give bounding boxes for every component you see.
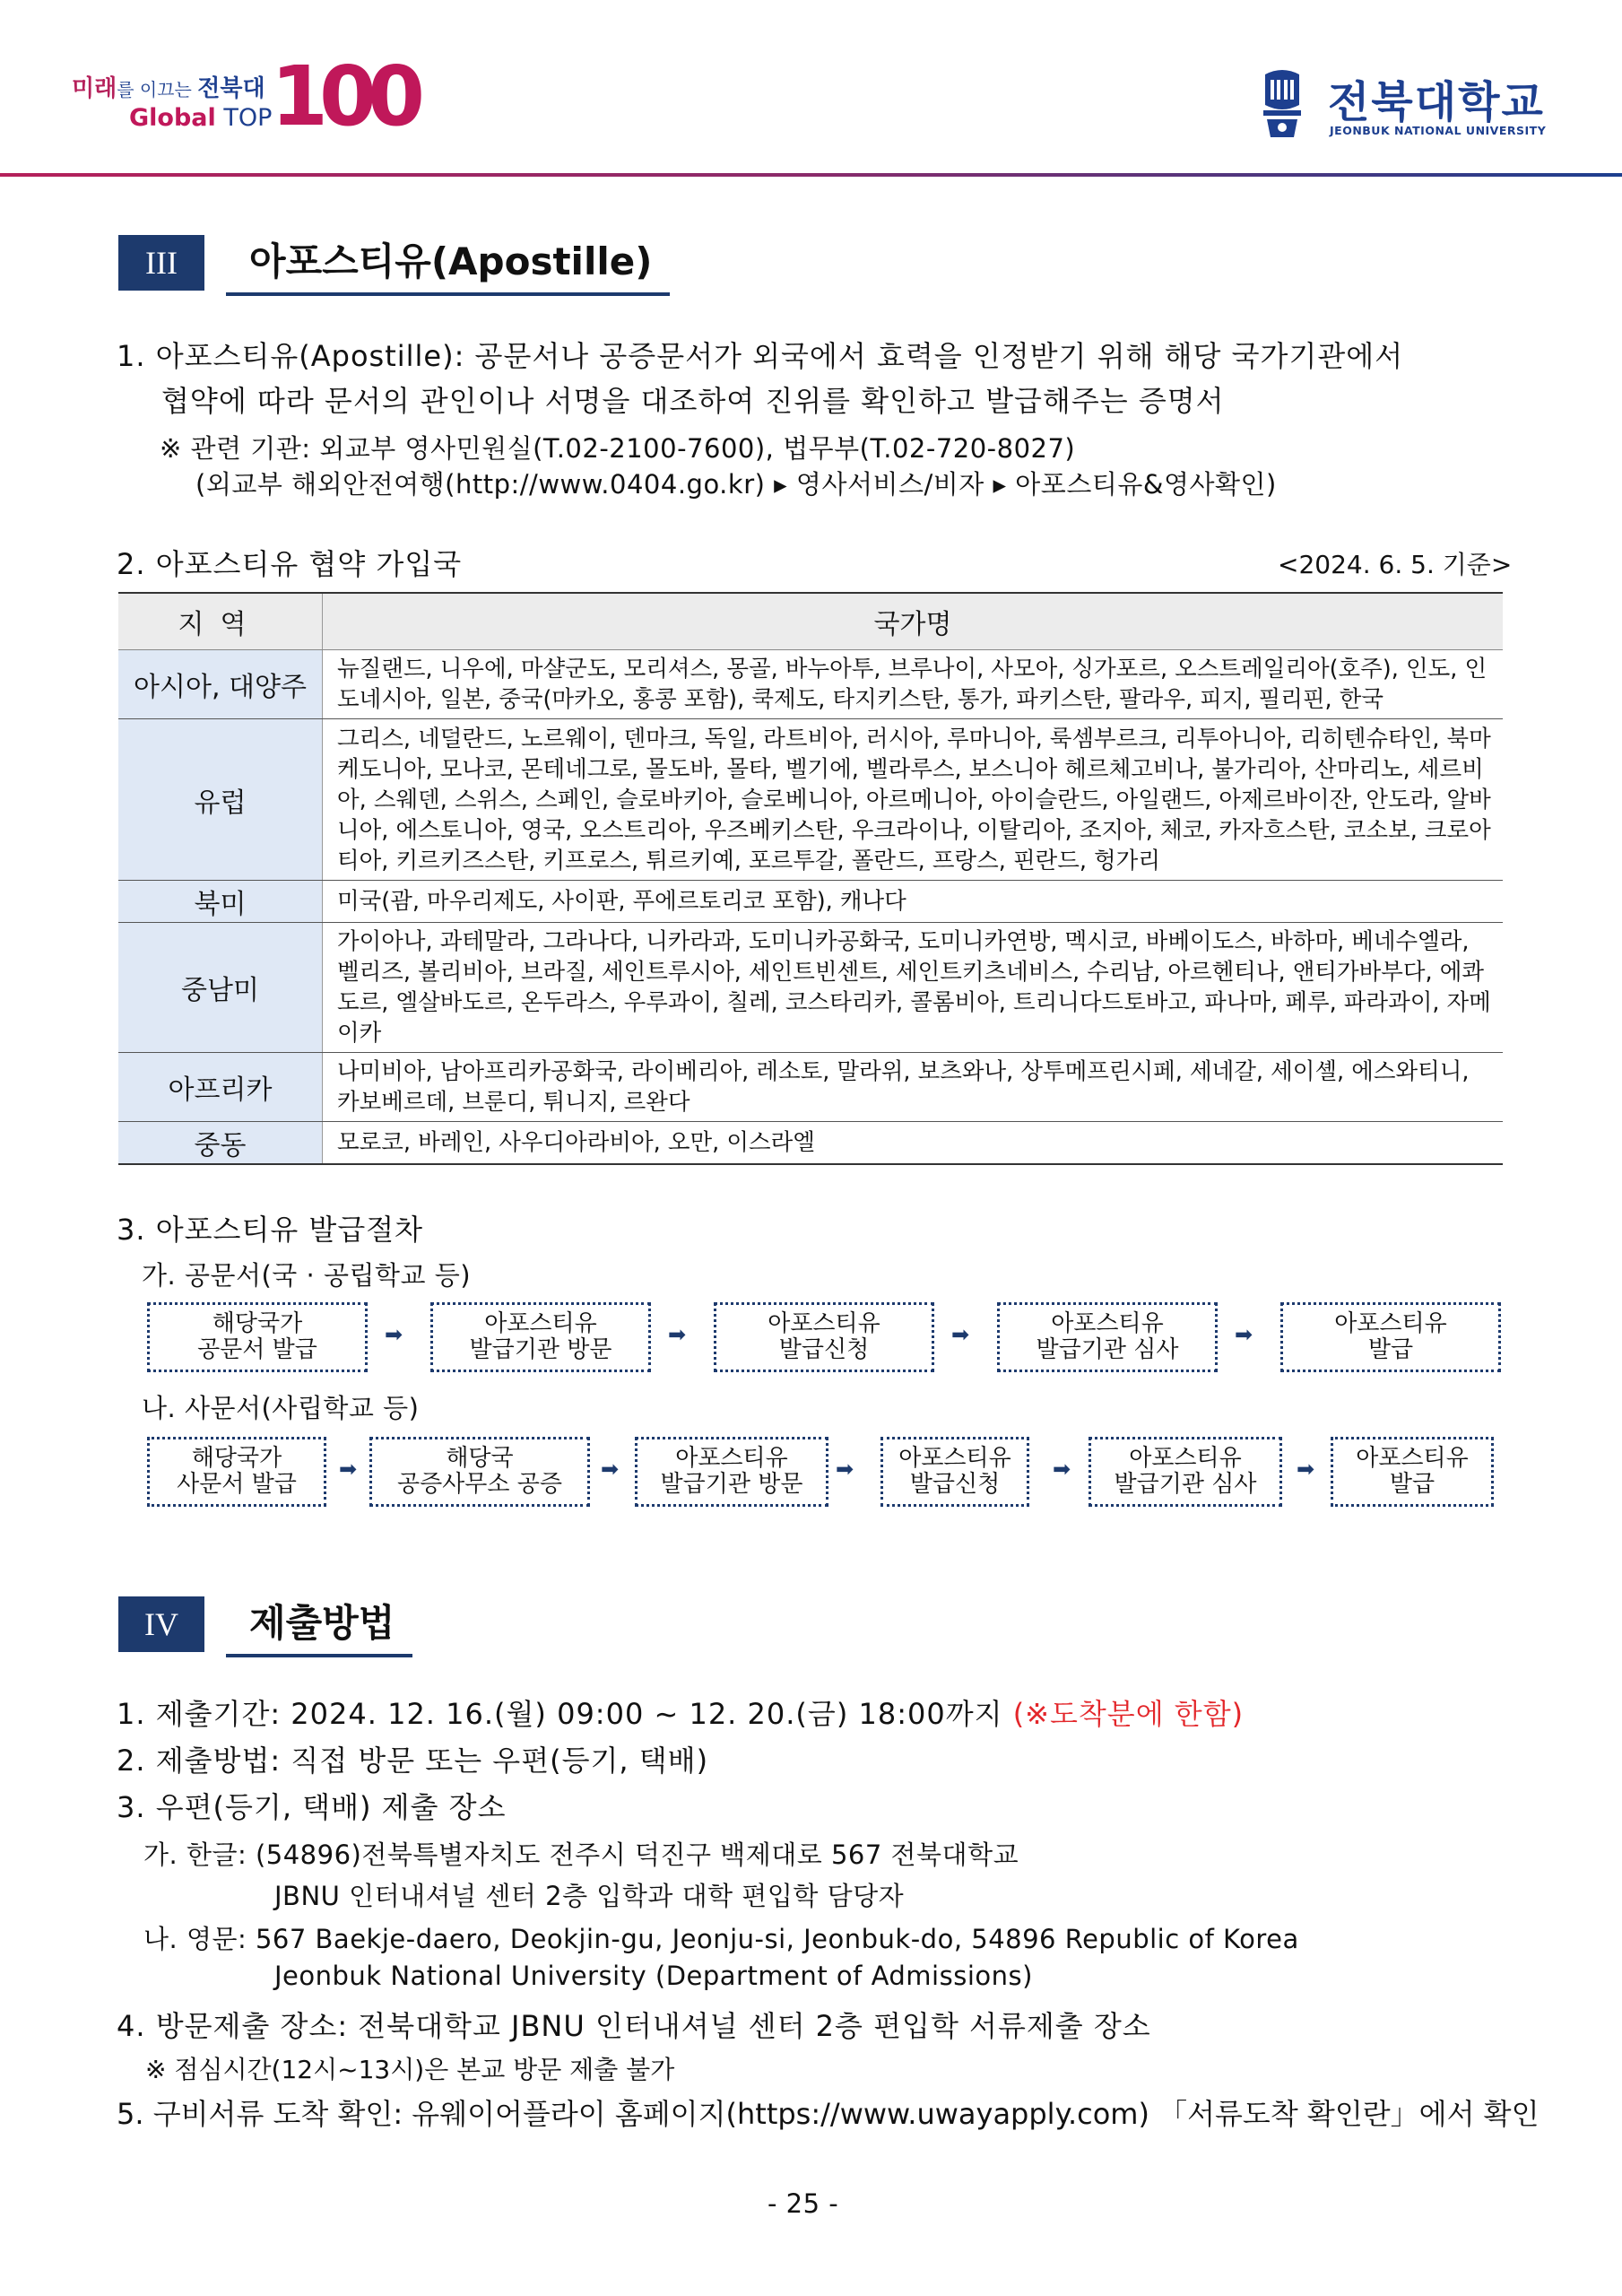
countries-cell: 가이아나, 과테말라, 그라나다, 니카라과, 도미니카공화국, 도미니카연방, 멕시코, 바베이도스, 바하마, 베네수엘라, 벨리즈, 볼리비아, 브라질, 세인트루시아, 세인트빈센트, 세인트키츠네비스, 수리남, 아르헨티나, 앤티가바부다, 에콰도르, 엘살바도르, 온두라스, 우루과이, 칠레, 코스타리카, 콜롬비아, 트리니다드토바고, 파나마, 페루, 파라과이, 자메이카 bbox=[323, 923, 1504, 1053]
region-cell: 북미 bbox=[118, 881, 323, 923]
submission-method: 2. 제출방법: 직접 방문 또는 우편(등기, 택배) bbox=[117, 1744, 709, 1778]
table-row bbox=[118, 1122, 1503, 1165]
apostille-definition-line2: 협약에 따라 문서의 관인이나 서명을 대조하여 진위를 확인하고 발급해주는 증명서 bbox=[161, 384, 1225, 418]
english-address-line1: 나. 영문: 567 Baekje-daero, Deokjin-gu, Jeonju-si, Jeonbuk-do, 54896 Republic of Korea bbox=[143, 1924, 1299, 1954]
university-name-en: JEONBUK NATIONAL UNIVERSITY bbox=[1330, 124, 1547, 137]
section-title: 아포스티유(Apostille) bbox=[226, 237, 670, 296]
countries-cell: 모로코, 바레인, 사우디아라비아, 오만, 이스라엘 bbox=[323, 1122, 1504, 1165]
table-row bbox=[118, 923, 1503, 1053]
section-number: IV bbox=[118, 1596, 204, 1652]
page-header bbox=[0, 0, 1622, 179]
document-arrival-check: 5. 구비서류 도착 확인: 유웨이어플라이 홈페이지(https://www.uwayapply.com) 「서류도착 확인란」에서 확인 bbox=[117, 2097, 1540, 2131]
section-number: III bbox=[118, 235, 204, 291]
column-header-countries: 국가명 bbox=[323, 593, 1504, 650]
table-row bbox=[118, 1053, 1503, 1122]
region-cell: 중남미 bbox=[118, 923, 323, 1053]
region-cell: 아프리카 bbox=[118, 1053, 323, 1122]
flow-step: 아포스티유 발급 bbox=[1331, 1437, 1494, 1507]
lunch-time-note: ※ 점심시간(12시~13시)은 본교 방문 제출 불가 bbox=[145, 2055, 675, 2084]
flow-step: 아포스티유 발급신청 bbox=[714, 1302, 934, 1372]
korean-address-line2: JBNU 인터내셔널 센터 2층 입학과 대학 편입학 담당자 bbox=[274, 1881, 905, 1911]
member-countries-title: 2. 아포스티유 협약 가입국 bbox=[117, 547, 463, 581]
flow-step: 아포스티유 발급기관 심사 bbox=[997, 1302, 1218, 1372]
university-name-ko: 전북대학교 bbox=[1328, 77, 1545, 127]
table-row bbox=[118, 719, 1503, 881]
university-emblem-icon bbox=[1260, 69, 1305, 139]
private-document-flow bbox=[147, 1437, 1503, 1505]
section-title: 제출방법 bbox=[226, 1598, 412, 1657]
private-document-title: 나. 사문서(사립학교 등) bbox=[142, 1393, 420, 1423]
table-row bbox=[118, 881, 1503, 923]
arrow-right-icon: ➡ bbox=[1235, 1322, 1253, 1347]
countries-cell: 미국(괌, 마우리제도, 사이판, 푸에르토리코 포함), 캐나다 bbox=[323, 881, 1504, 923]
reference-date: <2024. 6. 5. 기준> bbox=[1278, 550, 1513, 579]
region-cell: 유럽 bbox=[118, 719, 323, 881]
arrow-right-icon: ➡ bbox=[385, 1322, 403, 1347]
arrow-right-icon: ➡ bbox=[951, 1322, 970, 1347]
region-cell: 아시아, 대양주 bbox=[118, 650, 323, 719]
arrow-right-icon: ➡ bbox=[339, 1457, 358, 1482]
arrow-right-icon: ➡ bbox=[668, 1322, 687, 1347]
korean-address-line1: 가. 한글: (54896)전북특별자치도 전주시 덕진구 백제대로 567 전북대학교 bbox=[143, 1839, 1019, 1870]
visit-submission-location: 4. 방문제출 장소: 전북대학교 JBNU 인터내셔널 센터 2층 편입학 서류제출 장소 bbox=[117, 2009, 1151, 2043]
flow-step: 해당국 공증사무소 공증 bbox=[369, 1437, 590, 1507]
flow-step: 해당국가 사문서 발급 bbox=[147, 1437, 326, 1507]
table-header-row bbox=[118, 593, 1503, 650]
page-number: - 25 - bbox=[768, 2188, 839, 2219]
public-document-title: 가. 공문서(국 · 공립학교 등) bbox=[142, 1260, 472, 1291]
arrow-right-icon: ➡ bbox=[1053, 1457, 1071, 1482]
flow-step: 아포스티유 발급기관 방문 bbox=[635, 1437, 828, 1507]
column-header-region: 지역 bbox=[118, 593, 323, 650]
arrival-only-note: (※도착분에 한함) bbox=[1012, 1697, 1245, 1731]
jbnu-logo bbox=[1260, 67, 1556, 148]
countries-cell: 나미비아, 남아프리카공화국, 라이베리아, 레소토, 말라위, 보츠와나, 상투메프린시페, 세네갈, 세이셸, 에스와티니, 카보베르데, 브룬디, 튀니지, 르완다 bbox=[323, 1053, 1504, 1122]
flow-step: 아포스티유 발급신청 bbox=[880, 1437, 1029, 1507]
submission-period: 1. 제출기간: 2024. 12. 16.(월) 09:00 ~ 12. 20.(금) 18:00까지 (※도착분에 한함) bbox=[117, 1697, 1245, 1731]
logo-100: 100 bbox=[271, 48, 417, 144]
public-document-flow bbox=[147, 1302, 1503, 1370]
header-divider bbox=[0, 173, 1622, 177]
arrow-right-icon: ➡ bbox=[601, 1457, 620, 1482]
related-agencies-note: ※ 관련 기관: 외교부 영사민원실(T.02-2100-7600), 법무부(T.02-720-8027) bbox=[160, 433, 1076, 464]
flow-step: 아포스티유 발급기관 심사 bbox=[1089, 1437, 1282, 1507]
issuance-procedure-title: 3. 아포스티유 발급절차 bbox=[117, 1213, 424, 1247]
table-row bbox=[118, 650, 1503, 719]
countries-cell: 뉴질랜드, 니우에, 마샬군도, 모리셔스, 몽골, 바누아투, 브루나이, 사모아, 싱가포르, 오스트레일리아(호주), 인도, 인도네시아, 일본, 중국(마카오, 홍콩 포함), 쿡제도, 타지키스탄, 통가, 파키스탄, 팔라우, 피지, 필리핀, 한국 bbox=[323, 650, 1504, 719]
logo-global-top: Global TOP bbox=[129, 104, 273, 132]
global-top-100-logo bbox=[72, 48, 417, 144]
arrow-right-icon: ➡ bbox=[836, 1457, 854, 1482]
english-address-line2: Jeonbuk National University (Department of Admissions) bbox=[274, 1961, 1033, 1991]
region-cell: 중동 bbox=[118, 1122, 323, 1165]
flow-step: 해당국가 공문서 발급 bbox=[147, 1302, 368, 1372]
flow-step: 아포스티유 발급 bbox=[1280, 1302, 1501, 1372]
arrow-right-icon: ➡ bbox=[1297, 1457, 1315, 1482]
mail-submission-location-title: 3. 우편(등기, 택배) 제출 장소 bbox=[117, 1790, 507, 1824]
countries-cell: 그리스, 네덜란드, 노르웨이, 덴마크, 독일, 라트비아, 러시아, 루마니아, 룩셈부르크, 리투아니아, 리히텐슈타인, 북마케도니아, 모나코, 몬테네그로, 몰도바, 몰타, 벨기에, 벨라루스, 보스니아 헤르체고비나, 불가리아, 산마리노, 세르비아, 스웨덴, 스위스, 스페인, 슬로바키아, 슬로베니아, 아르메니아, 아이슬란드, 아일랜드, 아제르바이잔, 안도라, 알바니아, 에스토니아, 영국, 오스트리아, 우즈베키스탄, 우크라이나, 이탈리아, 조지아, 체코, 카자흐스탄, 코소보, 크로아티아, 키르키즈스탄, 키프로스, 튀르키예, 포르투갈, 폴란드, 프랑스, 핀란드, 헝가리 bbox=[323, 719, 1504, 881]
logo-slogan: 미래를 이끄는 전북대 bbox=[72, 75, 265, 102]
related-agencies-link: (외교부 해외안전여행(http://www.0404.go.kr) ▸ 영사서비스/비자 ▸ 아포스티유&영사확인) bbox=[195, 469, 1277, 500]
member-countries-table bbox=[118, 592, 1503, 1165]
apostille-definition-line1: 1. 아포스티유(Apostille): 공문서나 공증문서가 외국에서 효력을 인정받기 위해 해당 국가기관에서 bbox=[117, 339, 1404, 373]
flow-step: 아포스티유 발급기관 방문 bbox=[430, 1302, 651, 1372]
